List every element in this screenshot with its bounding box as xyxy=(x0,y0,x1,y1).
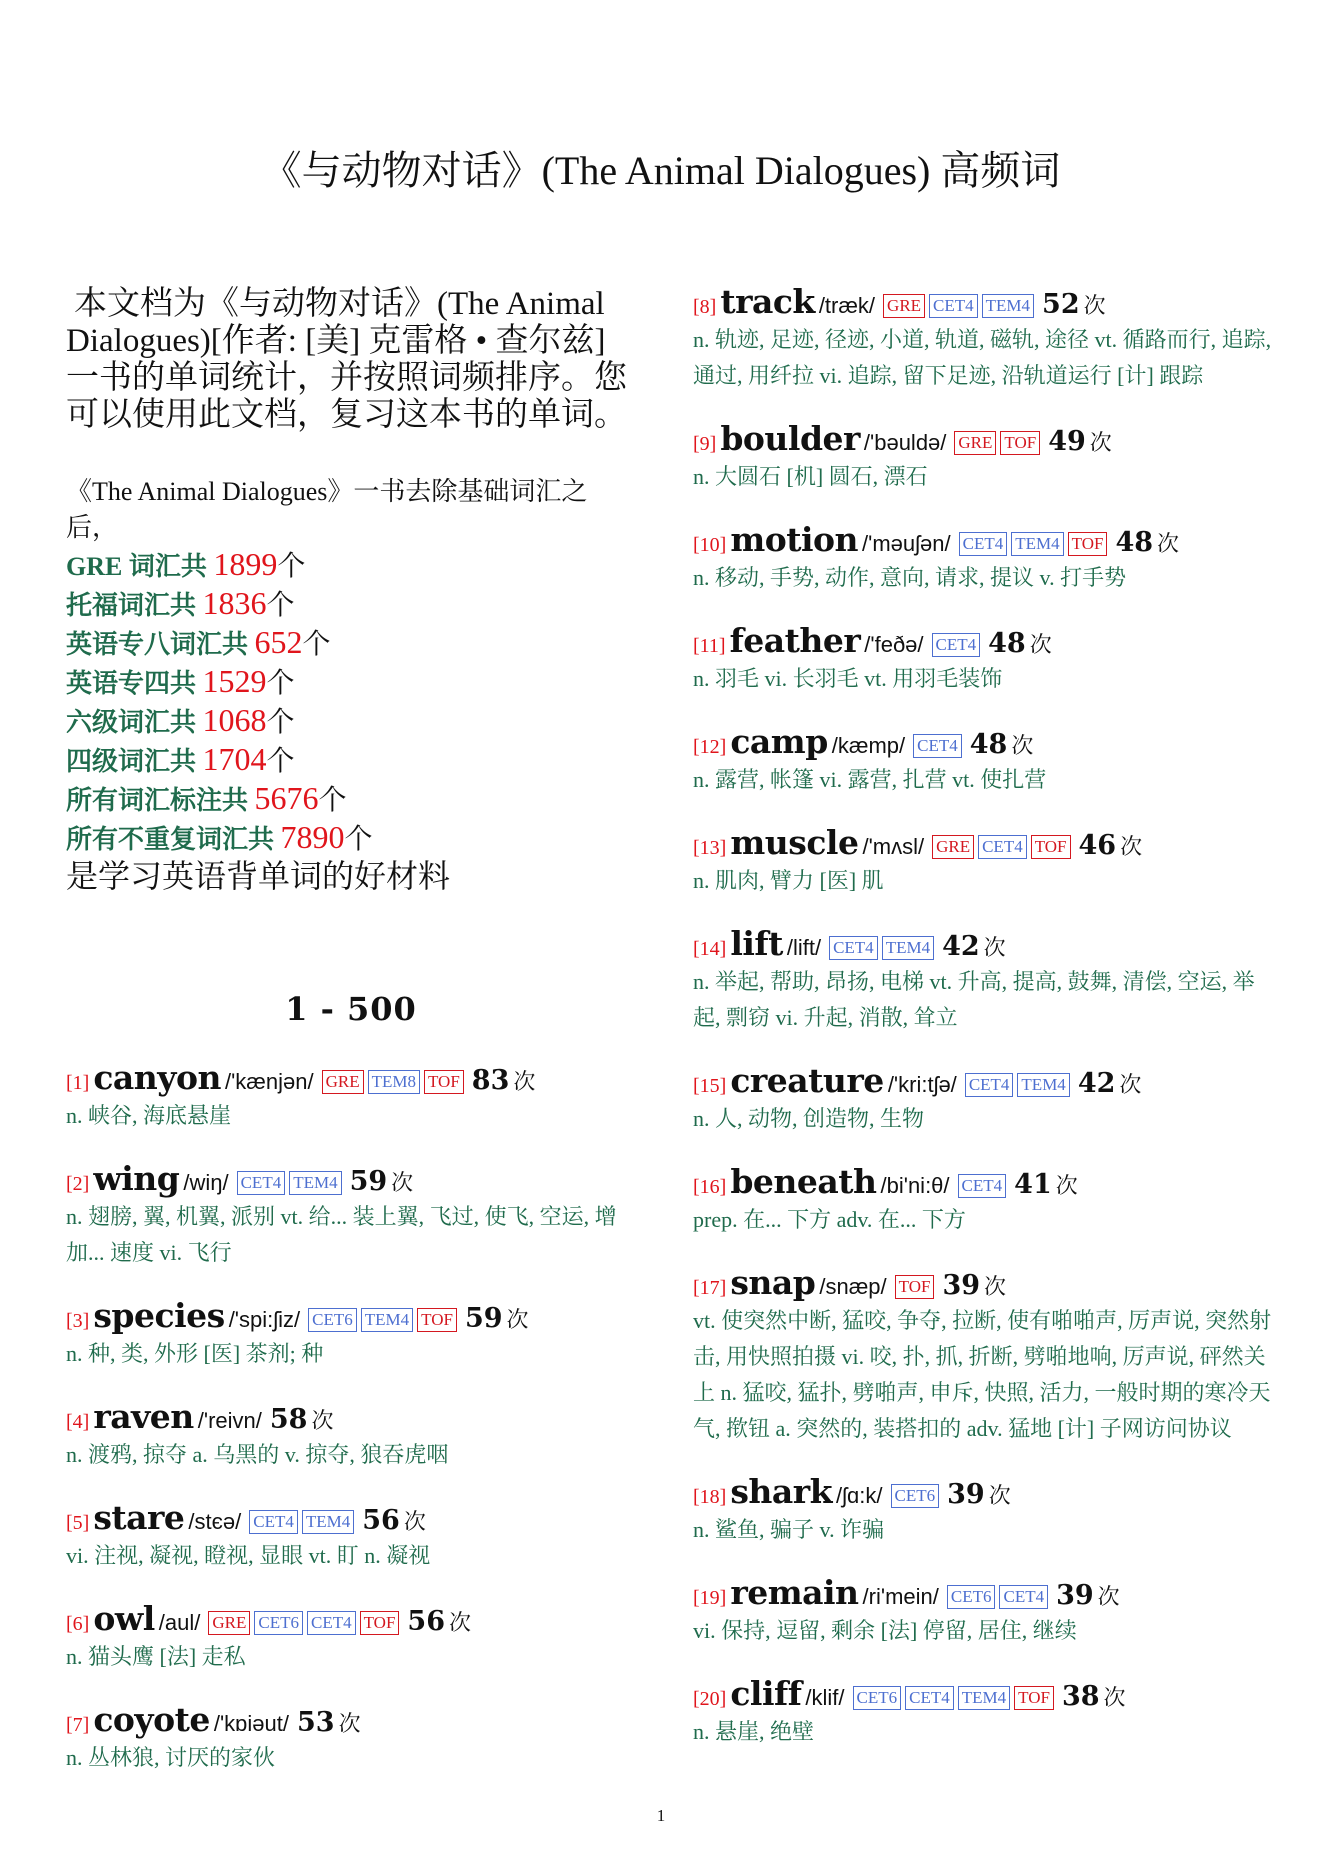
headword: species xyxy=(93,1296,225,1335)
entry-header xyxy=(66,1700,636,1740)
word-entry xyxy=(66,1700,636,1776)
frequency-count: 52 xyxy=(1042,289,1080,320)
stat-unit: 个 xyxy=(344,824,373,855)
word-entry xyxy=(693,722,1273,798)
definition: n. 轨迹, 足迹, 径迹, 小道, 轨道, 磁轨, 途径 vt. 循路而行, 追踪, 通过, 用纤拉 vi. 追踪, 留下足迹, 沿轨道运行 [计] 跟踪 xyxy=(693,327,1272,388)
word-list-right xyxy=(693,282,1273,1750)
headword: track xyxy=(720,282,815,321)
entry-index: [5] xyxy=(66,1512,90,1534)
stat-line xyxy=(66,585,636,624)
phonetic: /ʃɑ:k/ xyxy=(836,1483,883,1508)
phonetic: /kæmp/ xyxy=(831,733,906,758)
stat-unit: 个 xyxy=(266,707,295,738)
frequency-count: 56 xyxy=(407,1606,445,1637)
entry-index: [1] xyxy=(66,1072,90,1094)
frequency-count: 38 xyxy=(1061,1681,1100,1712)
headword: snap xyxy=(730,1263,816,1302)
exam-tag-badge: CET4 xyxy=(905,1686,954,1710)
word-entry xyxy=(693,1263,1273,1447)
entry-header xyxy=(66,1159,636,1199)
phonetic: /ri'mein/ xyxy=(862,1584,939,1609)
entry-header xyxy=(693,419,1273,459)
phonetic: /'bəuldə/ xyxy=(863,430,947,455)
headword: boulder xyxy=(720,419,860,458)
headword: remain xyxy=(730,1573,859,1612)
times-label: 次 xyxy=(506,1307,529,1332)
phonetic: /'kri:tʃə/ xyxy=(887,1072,957,1097)
word-list-left xyxy=(66,1058,636,1776)
stat-line xyxy=(66,741,636,780)
entry-index: [9] xyxy=(693,433,717,455)
exam-tag-badge: TEM4 xyxy=(289,1171,341,1195)
headword: beneath xyxy=(730,1162,877,1201)
definition: n. 移动, 手势, 动作, 意向, 请求, 提议 v. 打手势 xyxy=(693,565,1127,590)
entry-index: [4] xyxy=(66,1411,90,1433)
definition: n. 翅膀, 翼, 机翼, 派别 vt. 给... 装上翼, 飞过, 使飞, 空运, 增加... 速度 vi. 飞行 xyxy=(66,1204,617,1265)
definition: prep. 在... 下方 adv. 在... 下方 xyxy=(693,1207,966,1232)
definition: n. 肌肉, 臂力 [医] 肌 xyxy=(693,868,884,893)
times-label: 次 xyxy=(513,1069,536,1094)
stat-count: 7890 xyxy=(280,819,345,855)
times-label: 次 xyxy=(983,935,1006,960)
times-label: 次 xyxy=(338,1711,361,1736)
entry-index: [15] xyxy=(693,1075,727,1097)
frequency-count: 59 xyxy=(349,1166,388,1197)
times-label: 次 xyxy=(1083,293,1106,318)
entry-index: [13] xyxy=(693,837,727,859)
phonetic: /'feðə/ xyxy=(864,632,924,657)
exam-tag-badge: CET6 xyxy=(308,1308,357,1332)
frequency-count: 48 xyxy=(988,628,1026,659)
frequency-count: 42 xyxy=(942,931,980,962)
times-label: 次 xyxy=(391,1170,414,1195)
phonetic: /lift/ xyxy=(786,935,822,960)
stat-count: 1068 xyxy=(202,702,267,738)
frequency-count: 56 xyxy=(362,1505,400,1536)
phonetic: /'məuʃən/ xyxy=(862,531,951,556)
frequency-count: 42 xyxy=(1077,1068,1116,1099)
entry-header xyxy=(693,722,1273,762)
times-label: 次 xyxy=(1119,1072,1142,1097)
left-column xyxy=(66,286,636,1801)
section-heading: 1 - 500 xyxy=(285,990,417,1028)
word-entry xyxy=(66,1599,636,1675)
entry-header xyxy=(693,1674,1273,1714)
headword: raven xyxy=(93,1397,194,1436)
entry-index: [11] xyxy=(693,635,726,657)
entry-index: [17] xyxy=(693,1277,727,1299)
exam-tag-badge: CET6 xyxy=(853,1686,902,1710)
word-entry xyxy=(66,1498,636,1574)
times-label: 次 xyxy=(1055,1173,1078,1198)
entry-header xyxy=(66,1498,636,1538)
entry-header xyxy=(66,1058,636,1098)
word-entry xyxy=(66,1296,636,1372)
definition: n. 大圆石 [机] 圆石, 漂石 xyxy=(693,464,928,489)
word-entry xyxy=(693,419,1273,495)
word-entry xyxy=(693,823,1273,899)
exam-tag-badge: GRE xyxy=(322,1070,364,1094)
exam-tag-badge: CET4 xyxy=(249,1510,298,1534)
headword: motion xyxy=(730,520,859,559)
exam-tag-badge: CET4 xyxy=(958,1174,1007,1198)
frequency-count: 58 xyxy=(269,1404,308,1435)
word-entry xyxy=(693,1472,1273,1548)
exam-tag-badge: TEM4 xyxy=(1017,1073,1069,1097)
exam-tag-badge: TOF xyxy=(895,1275,935,1299)
times-label: 次 xyxy=(1103,1685,1126,1710)
headword: wing xyxy=(93,1159,180,1198)
word-entry xyxy=(693,282,1273,394)
definition: vi. 注视, 凝视, 瞪视, 显眼 vt. 盯 n. 凝视 xyxy=(66,1543,431,1568)
frequency-count: 53 xyxy=(297,1707,335,1738)
stat-count: 1529 xyxy=(202,663,267,699)
word-entry xyxy=(693,621,1273,697)
stat-label: 英语专四共 xyxy=(66,669,203,698)
stat-line xyxy=(66,702,636,741)
stat-label: 六级词汇共 xyxy=(66,708,203,737)
stat-count: 1704 xyxy=(202,741,267,777)
entry-header xyxy=(693,1573,1273,1613)
exam-tag-badge: TOF xyxy=(424,1070,464,1094)
stat-count: 652 xyxy=(254,624,303,660)
stat-label: 所有不重复词汇共 xyxy=(66,825,281,854)
exam-tag-badge: TOF xyxy=(417,1308,457,1332)
frequency-count: 49 xyxy=(1048,426,1086,457)
exam-tag-badge: GRE xyxy=(883,294,925,318)
exam-tag-badge: TOF xyxy=(360,1611,400,1635)
phonetic: /stєə/ xyxy=(188,1509,242,1534)
exam-tag-badge: CET4 xyxy=(829,936,878,960)
entry-header xyxy=(693,282,1273,322)
times-label: 次 xyxy=(1157,531,1180,556)
stat-label: 英语专八词汇共 xyxy=(66,630,255,659)
document-title: 《与动物对话》(The Animal Dialogues) 高频词 xyxy=(261,148,1061,193)
headword: creature xyxy=(730,1061,884,1100)
stat-count: 1836 xyxy=(202,585,267,621)
times-label: 次 xyxy=(1120,834,1143,859)
times-label: 次 xyxy=(1029,632,1052,657)
headword: owl xyxy=(93,1599,155,1638)
entry-header xyxy=(66,1397,636,1437)
definition: n. 丛林狼, 讨厌的家伙 xyxy=(66,1745,276,1770)
stat-label: 所有词汇标注共 xyxy=(66,786,255,815)
exam-tag-badge: CET6 xyxy=(947,1585,996,1609)
frequency-count: 39 xyxy=(1056,1580,1094,1611)
entry-index: [19] xyxy=(693,1587,727,1609)
exam-tag-badge: CET6 xyxy=(254,1611,303,1635)
stat-unit: 个 xyxy=(277,551,306,582)
right-column xyxy=(693,282,1273,1775)
stat-unit: 个 xyxy=(302,629,331,660)
entry-header xyxy=(693,1061,1273,1101)
word-entry xyxy=(66,1058,636,1134)
word-entry xyxy=(66,1397,636,1473)
exam-tag-badge: TOF xyxy=(1068,532,1108,556)
entry-header xyxy=(693,1263,1273,1303)
definition: n. 渡鸦, 掠夺 a. 乌黑的 v. 掠夺, 狼吞虎咽 xyxy=(66,1442,449,1467)
phonetic: /'kɒiəut/ xyxy=(213,1711,289,1736)
phonetic: /snæp/ xyxy=(819,1274,887,1299)
exam-tag-badge: CET4 xyxy=(913,734,962,758)
headword: canyon xyxy=(93,1058,221,1097)
entry-index: [2] xyxy=(66,1173,90,1195)
intro-paragraph: 本文档为《与动物对话》(The Animal Dialogues)[作者: [美] 克雷格 • 查尔兹] 一书的单词统计，并按照词频排序。您可以使用此文档，复习这本书的单词。 xyxy=(66,286,627,433)
stats-tail: 是学习英语背单词的好材料 xyxy=(66,858,451,894)
entry-header xyxy=(693,823,1273,863)
entry-index: [14] xyxy=(693,938,727,960)
headword: muscle xyxy=(730,823,859,862)
phonetic: /klif/ xyxy=(805,1685,845,1710)
exam-tag-badge: TOF xyxy=(1031,835,1071,859)
stats-lead: 《The Animal Dialogues》一书去除基础词汇之后， xyxy=(66,477,588,542)
entry-index: [8] xyxy=(693,296,717,318)
exam-tag-badge: GRE xyxy=(954,431,996,455)
definition: n. 露营, 帐篷 vi. 露营, 扎营 vt. 使扎营 xyxy=(693,767,1047,792)
frequency-count: 59 xyxy=(464,1303,503,1334)
stat-line xyxy=(66,663,636,702)
exam-tag-badge: CET4 xyxy=(959,532,1008,556)
frequency-count: 41 xyxy=(1014,1169,1052,1200)
times-label: 次 xyxy=(403,1509,426,1534)
frequency-count: 48 xyxy=(1115,527,1154,558)
exam-tag-badge: TEM8 xyxy=(368,1070,420,1094)
headword: cliff xyxy=(730,1674,802,1713)
stat-line xyxy=(66,624,636,663)
exam-tag-badge: TEM4 xyxy=(882,936,934,960)
stat-label: 四级词汇共 xyxy=(66,747,203,776)
word-entry xyxy=(693,924,1273,1036)
definition: n. 悬崖, 绝壁 xyxy=(693,1719,815,1744)
exam-tag-badge: CET4 xyxy=(965,1073,1014,1097)
phonetic: /wiŋ/ xyxy=(183,1170,229,1195)
word-entry xyxy=(66,1159,636,1271)
frequency-count: 83 xyxy=(471,1065,510,1096)
definition: n. 峡谷, 海底悬崖 xyxy=(66,1103,232,1128)
entry-header xyxy=(66,1296,636,1336)
entry-index: [10] xyxy=(693,534,727,556)
vocab-stats xyxy=(66,474,636,894)
phonetic: /bi'ni:θ/ xyxy=(880,1173,950,1198)
exam-tag-badge: TEM4 xyxy=(302,1510,354,1534)
stat-unit: 个 xyxy=(318,785,347,816)
entry-index: [16] xyxy=(693,1176,727,1198)
stat-label: GRE 词汇共 xyxy=(66,552,214,581)
frequency-count: 48 xyxy=(969,729,1008,760)
definition: vt. 使突然中断, 猛咬, 争夺, 拉断, 使有啪啪声, 厉声说, 突然射击, 用快照拍摄 vi. 咬, 扑, 抓, 折断, 劈啪地响, 厉声说, 砰然关上 n. 猛咬, 猛扑, 劈啪声, 申斥, 快照, 活力, 一般时期的寒冷天气, 揿钮 a. 突然的, 装搭扣的 adv. 猛地 [计] 子网访问协议 xyxy=(693,1308,1272,1441)
exam-tag-badge: CET4 xyxy=(929,294,978,318)
times-label: 次 xyxy=(449,1610,472,1635)
exam-tag-badge: TOF xyxy=(1000,431,1040,455)
phonetic: /træk/ xyxy=(818,293,876,318)
definition: vi. 保持, 逗留, 剩余 [法] 停留, 居住, 继续 xyxy=(693,1618,1077,1643)
phonetic: /'mʌsl/ xyxy=(862,834,925,859)
exam-tag-badge: GRE xyxy=(932,835,974,859)
word-entry xyxy=(693,1573,1273,1649)
headword: lift xyxy=(730,924,783,963)
stat-line xyxy=(66,819,636,858)
exam-tag-badge: GRE xyxy=(208,1611,250,1635)
exam-tag-badge: TOF xyxy=(1014,1686,1054,1710)
headword: stare xyxy=(93,1498,185,1537)
definition: n. 人, 动物, 创造物, 生物 xyxy=(693,1106,925,1131)
times-label: 次 xyxy=(1097,1584,1120,1609)
exam-tag-badge: CET4 xyxy=(999,1585,1048,1609)
entry-header xyxy=(693,1472,1273,1512)
word-entry xyxy=(693,1061,1273,1137)
entry-index: [6] xyxy=(66,1613,90,1635)
stat-count: 1899 xyxy=(213,546,278,582)
exam-tag-badge: TEM4 xyxy=(982,294,1034,318)
exam-tag-badge: CET4 xyxy=(978,835,1027,859)
definition: n. 羽毛 vi. 长羽毛 vt. 用羽毛装饰 xyxy=(693,666,1003,691)
entry-header xyxy=(693,1162,1273,1202)
stat-count: 5676 xyxy=(254,780,319,816)
stat-unit: 个 xyxy=(266,746,295,777)
headword: coyote xyxy=(93,1700,210,1739)
headword: shark xyxy=(730,1472,833,1511)
definition: n. 猫头鹰 [法] 走私 xyxy=(66,1644,246,1669)
times-label: 次 xyxy=(311,1408,334,1433)
entry-header xyxy=(693,520,1273,560)
exam-tag-badge: CET4 xyxy=(932,633,981,657)
entry-header xyxy=(66,1599,636,1639)
frequency-count: 46 xyxy=(1078,830,1117,861)
headword: camp xyxy=(730,722,828,761)
phonetic: /aul/ xyxy=(158,1610,201,1635)
exam-tag-badge: TEM4 xyxy=(1011,532,1063,556)
entry-index: [12] xyxy=(693,736,727,758)
stat-unit: 个 xyxy=(266,668,295,699)
stat-unit: 个 xyxy=(266,590,295,621)
exam-tag-badge: TEM4 xyxy=(958,1686,1010,1710)
stat-line xyxy=(66,546,636,585)
word-entry xyxy=(693,1674,1273,1750)
phonetic: /'spi:ʃiz/ xyxy=(228,1307,301,1332)
phonetic: /'kænjən/ xyxy=(224,1069,314,1094)
definition: n. 举起, 帮助, 昂扬, 电梯 vt. 升高, 提高, 鼓舞, 清偿, 空运, 举起, 剽窃 vi. 升起, 消散, 耸立 xyxy=(693,969,1255,1030)
entry-header xyxy=(693,924,1273,964)
entry-index: [3] xyxy=(66,1310,90,1332)
times-label: 次 xyxy=(988,1483,1011,1508)
word-entry xyxy=(693,520,1273,596)
frequency-count: 39 xyxy=(942,1270,981,1301)
entry-header xyxy=(693,621,1273,661)
stats-list xyxy=(66,546,636,858)
exam-tag-badge: CET4 xyxy=(307,1611,356,1635)
exam-tag-badge: CET4 xyxy=(237,1171,286,1195)
entry-index: [20] xyxy=(693,1688,727,1710)
frequency-count: 39 xyxy=(947,1479,985,1510)
entry-index: [18] xyxy=(693,1486,727,1508)
phonetic: /'reivn/ xyxy=(197,1408,262,1433)
definition: n. 鲨鱼, 骗子 v. 诈骗 xyxy=(693,1517,885,1542)
word-entry xyxy=(693,1162,1273,1238)
exam-tag-badge: TEM4 xyxy=(361,1308,413,1332)
page-number: 1 xyxy=(656,1806,666,1825)
stat-line xyxy=(66,780,636,819)
definition: n. 种, 类, 外形 [医] 茶剂; 种 xyxy=(66,1341,324,1366)
headword: feather xyxy=(729,621,861,660)
stat-label: 托福词汇共 xyxy=(66,591,203,620)
times-label: 次 xyxy=(1089,430,1112,455)
times-label: 次 xyxy=(984,1274,1007,1299)
times-label: 次 xyxy=(1011,733,1034,758)
exam-tag-badge: CET6 xyxy=(891,1484,940,1508)
entry-index: [7] xyxy=(66,1714,90,1736)
